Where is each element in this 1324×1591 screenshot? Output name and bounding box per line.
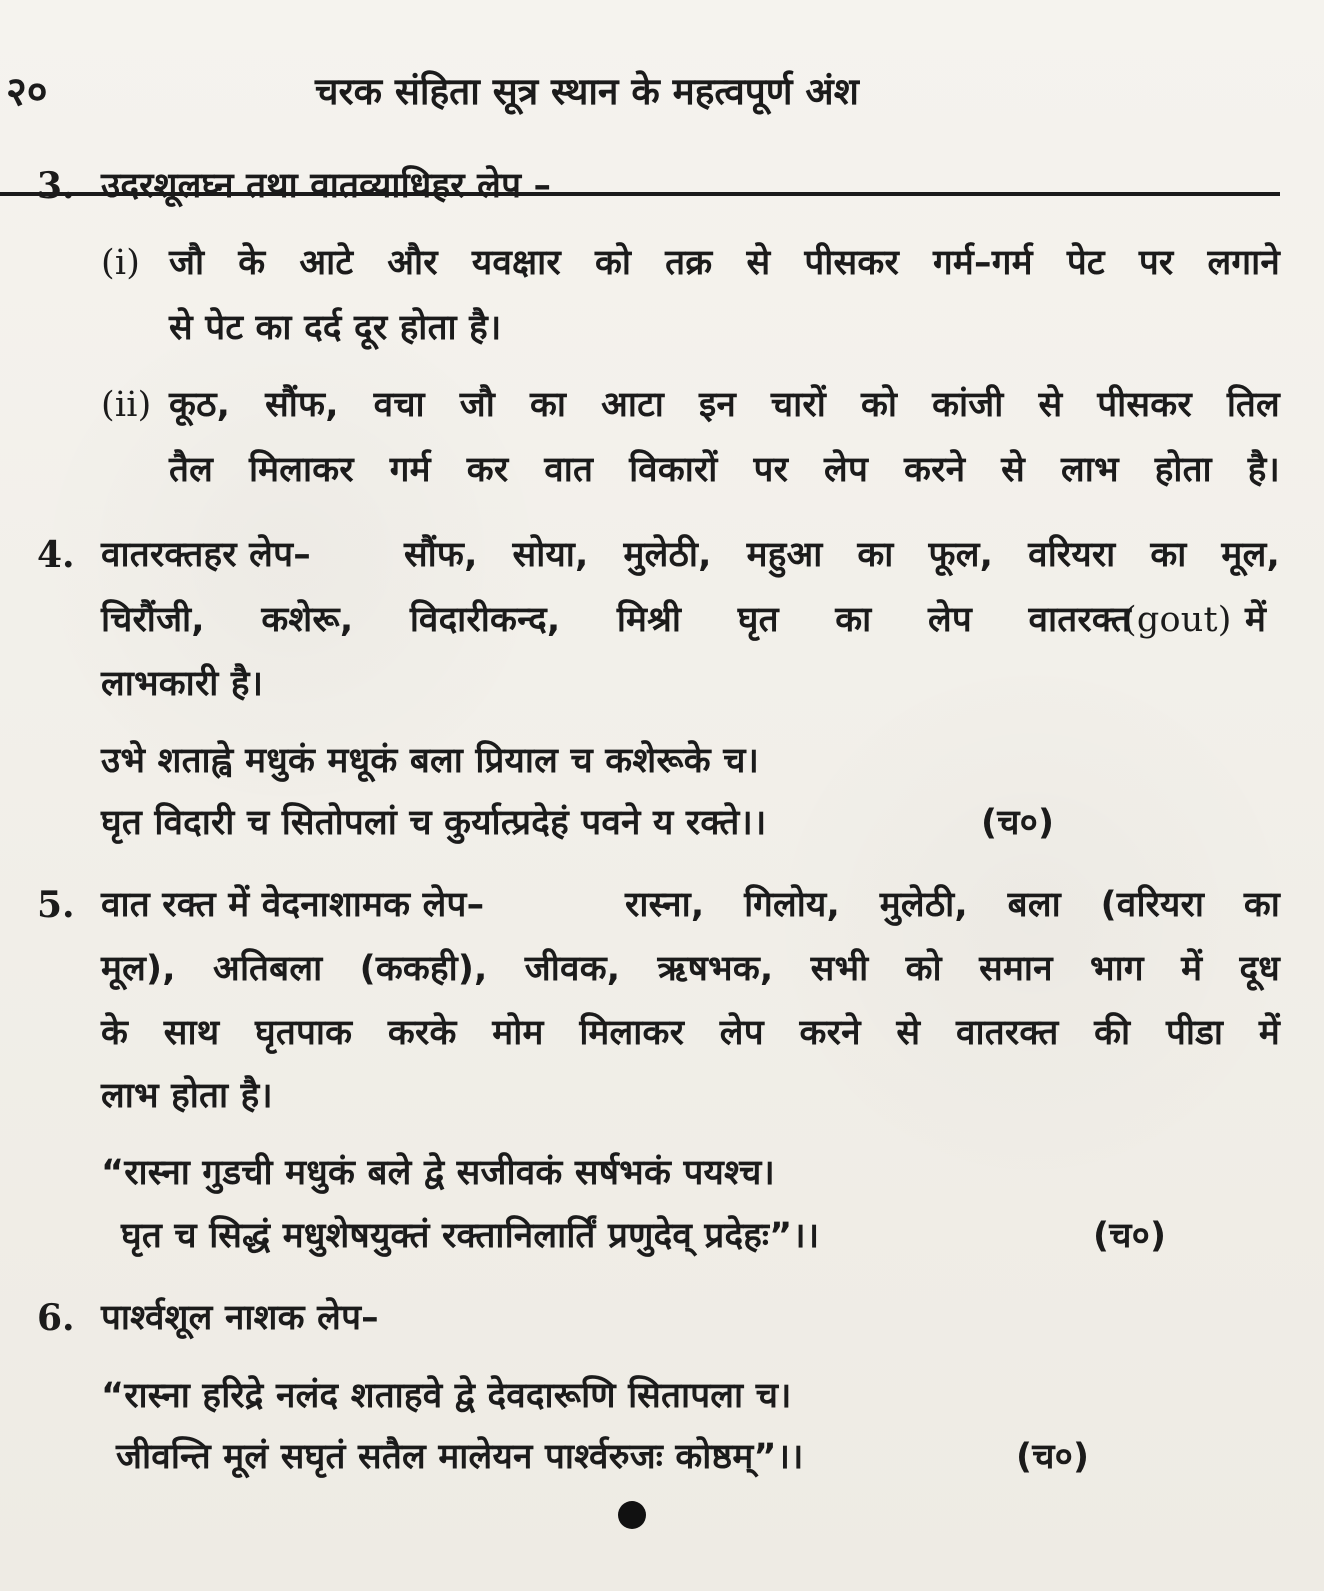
page-bullet-icon [618, 1501, 646, 1529]
running-title: चरक संहिता सूत्र स्थान के महत्वपूर्ण अंश [315, 70, 859, 113]
section-5-verse-line-1: “रास्ना गुडची मधुकं बले द्वे सजीवकं सर्षभकं पयश्च। [101, 1153, 775, 1193]
section-3-item-2-line-2: तैल मिलाकर गर्म कर वात विकारों पर लेप करने से लाभ होता है। [169, 450, 1280, 490]
section-4-verse-line-1: उभे शताह्वे मधुकं मधूकं बला प्रियाल च कशेरूके च। [101, 741, 760, 781]
page-number: २० [6, 69, 48, 115]
section-6-citation: (च०) [1016, 1437, 1090, 1477]
section-4-number: 4. [37, 534, 75, 576]
section-3-item-1-line-2: से पेट का दर्द दूर होता है। [169, 308, 502, 348]
section-4-title: वातरक्तहर लेप– [101, 535, 311, 575]
section-6-verse-line-1: “रास्ना हरिद्रे नलंद शताहवे द्वे देवदारूणि सितापला च। [101, 1376, 792, 1416]
section-3-item-1-label: (i) [101, 243, 141, 283]
section-6-verse-line-2: जीवन्ति मूलं सघृतं सतैल मालेयन पार्श्वरुजः कोष्ठम्”।। [116, 1437, 804, 1477]
section-3-item-2-label: (ii) [101, 385, 152, 425]
section-4-line-3: लाभकारी है। [101, 664, 264, 704]
section-5-number: 5. [37, 884, 75, 926]
section-3-item-2-line-1: कूठ, सौंफ, वचा जौ का आटा इन चारों को कांजी से पीसकर तिल [169, 385, 1280, 425]
section-4-line-2-end: में [1245, 600, 1267, 640]
section-3-item-1-line-1: जौ के आटे और यवक्षार को तक्र से पीसकर गर्म–गर्म पेट पर लगाने [169, 243, 1280, 283]
section-5-line-4: लाभ होता है। [101, 1076, 273, 1116]
section-5-line-1: रास्ना, गिलोय, मुलेठी, बला (वरियरा का [625, 885, 1280, 925]
section-5-verse-line-2: घृत च सिद्धं मधुशेषयुक्तं रक्तानिलार्तिं प्रणुदेव् प्रदेहः”।। [121, 1216, 820, 1256]
section-4-verse-line-2: घृत विदारी च सितोपलां च कुर्यात्प्रदेहं पवने य रक्ते।। [101, 803, 767, 843]
section-5-line-2: मूल), अतिबला (ककही), जीवक, ऋषभक, सभी को समान भाग में दूध [101, 949, 1280, 989]
section-5-citation: (च०) [1093, 1216, 1167, 1256]
section-4-line-1: सौंफ, सोया, मुलेठी, महुआ का फूल, वरियरा का मूल, [404, 535, 1280, 575]
section-6-title: पार्श्वशूल नाशक लेप– [101, 1298, 379, 1338]
section-3-title: उदरशूलघ्न तथा वातव्याधिहर लेप – [101, 166, 552, 206]
section-5-title: वात रक्त में वेदनाशामक लेप– [101, 885, 485, 925]
section-5-line-3: के साथ घृतपाक करके मोम मिलाकर लेप करने से वातरक्त की पीडा में [101, 1013, 1280, 1053]
gout-term: (gout) [1123, 600, 1232, 640]
section-6-number: 6. [37, 1297, 75, 1339]
section-3-number: 3. [37, 165, 75, 207]
section-4-line-2: चिरौंजी, कशेरू, विदारीकन्द, मिश्री घृत का लेप वातरक्त [101, 600, 1131, 640]
section-4-citation: (च०) [981, 803, 1055, 843]
